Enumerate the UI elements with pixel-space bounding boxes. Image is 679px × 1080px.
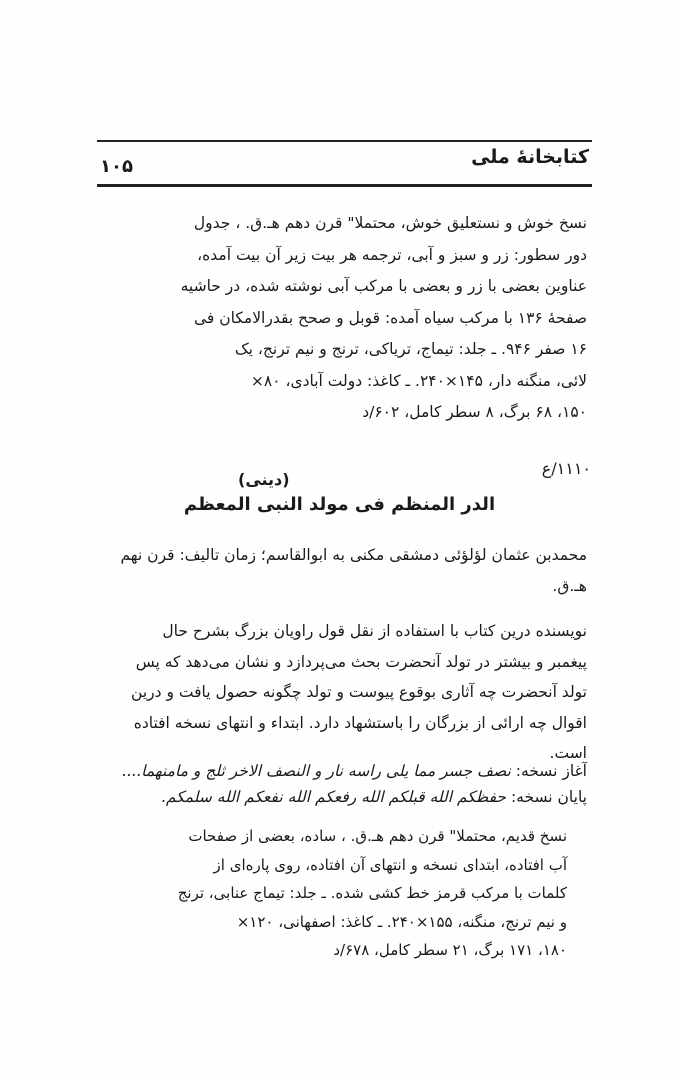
explicit-line (100, 784, 587, 810)
author-line (100, 540, 587, 601)
text-line: صفحهٔ ۱۳۶ با مرکب سیاه آمده: قوبل و صحح بقدرالامکان فی (193, 308, 587, 327)
header-top-rule (97, 140, 592, 142)
text-line: هـ.ق. (552, 576, 587, 595)
text-line: نسخ خوش و نستعلیق خوش، محتملا" قرن دهم هـ.ق. ، جدول (193, 214, 587, 232)
header-bottom-rule (97, 184, 592, 187)
entry-description (100, 616, 587, 769)
text-line: ۱۸۰، ۱۷۱ برگ، ۲۱ سطر کامل، ۶۷۸/د (333, 941, 567, 959)
text-line: ۱۵۰، ۶۸ برگ، ۸ سطر کامل، ۶۰۲/د (362, 403, 587, 421)
book-title: الدر المنظم فی مولد النبی المعظم (183, 494, 496, 515)
text-line: لائی، منگنه دار، ۱۴۵×۲۴۰. ـ کاغذ: دولت آبادی، ۸۰× (250, 371, 587, 390)
text-line: اقوال چه ارائی از بزرگان را باستشهاد دارد. ابتداء و انتهای نسخه افتاده (133, 713, 587, 732)
text-line: دور سطور: زر و سبز و آبی، ترجمه هر بیت زیر آن بیت آمده، (197, 245, 587, 264)
running-title: کتابخانهٔ ملی (471, 146, 589, 168)
physical-description (100, 822, 567, 965)
previous-entry-description (100, 208, 587, 429)
text-line: است. (549, 744, 587, 762)
page-number: ۱۰۵ (100, 156, 133, 177)
text-line: نسخ قدیم، محتملا" قرن دهم هـ.ق. ، ساده، بعضی از صفحات (188, 827, 567, 845)
text-line: آب افتاده، ابتدای نسخه و انتهای آن افتاده، روی پاره‌ای از (213, 855, 567, 874)
text-line: عناوین بعضی با زر و بعضی با مرکب آبی نوشته شده، در حاشیه (180, 277, 587, 295)
incipit-label: آغاز نسخه: (515, 762, 587, 780)
text-line: محمدبن عثمان لؤلؤئی دمشقی مکنی به ابوالقاسم؛ زمان تالیف: قرن نهم (120, 546, 587, 564)
incipit-text: نصف جسر مما یلی راسه نار و النصف الاخر ثلج و مامنهما.... (121, 762, 511, 780)
explicit-text: حفظکم الله قبلکم الله رفعکم الله نفعکم الله سلمکم. (160, 788, 506, 806)
incipit-explicit (100, 758, 587, 810)
explicit-label: پایان نسخه: (510, 788, 587, 806)
entry-category: (دینی) (238, 470, 290, 489)
text-line: کلمات با مرکب قرمز خط کشی شده. ـ جلد: تیماج عنابی، ترنج (177, 884, 567, 902)
text-line: و نیم ترنج، منگنه، ۱۵۵×۲۴۰. ـ کاغذ: اصفهانی، ۱۲۰× (236, 912, 567, 931)
text-line: تولد آنحضرت چه آثاری بوقوع پیوست و تولد چگونه حصول یافت و درین (131, 683, 587, 701)
text-line: ۱۶ صفر ۹۴۶. ـ جلد: تیماج، تریاکی، ترنج و نیم ترنج، یک (234, 340, 587, 358)
text-line: نویسنده درین کتاب با استفاده از نقل قول راویان بزرگ بشرح حال (162, 622, 587, 640)
entry-number: ۱۱۱۰/ع (541, 459, 591, 478)
incipit-line (100, 758, 587, 784)
text-line: پیغمبر و بیشتر در تولد آنحضرت بحث می‌پردازد و نشان می‌دهد که پس (135, 652, 587, 671)
